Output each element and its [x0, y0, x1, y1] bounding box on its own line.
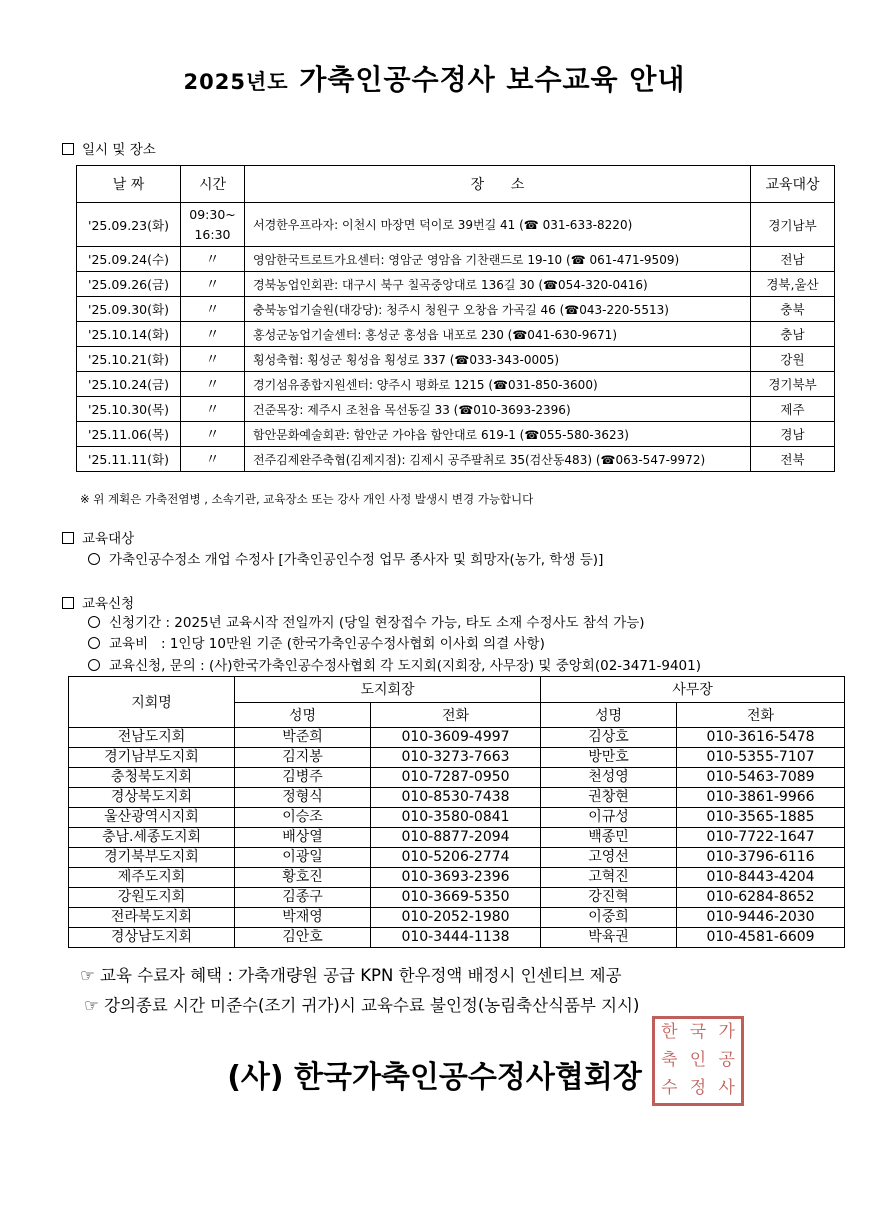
schedule-date: '25.11.06(목): [77, 422, 181, 447]
schedule-place: 건준목장: 제주시 조천읍 목선동길 33 (☎010-3693-2396): [245, 397, 751, 422]
schedule-time: [181, 203, 245, 247]
schedule-time: [181, 422, 245, 447]
schedule-target: 경기북부: [751, 372, 835, 397]
signer-name: (사) 한국가축인공수정사협회장: [227, 1060, 642, 1095]
contact-chair-name: 김안호: [235, 928, 371, 948]
schedule-row: [77, 272, 835, 297]
contact-chair-name: 정형식: [235, 788, 371, 808]
schedule-place: 영암한국트로트가요센터: 영암군 영암읍 기찬랜드로 19-10 (☎ 061-471-9509): [245, 247, 751, 272]
schedule-time-start: 〃: [205, 377, 220, 393]
schedule-row: [77, 247, 835, 272]
contact-chair-phone: 010-2052-1980: [371, 908, 541, 928]
square-bullet-icon: [62, 532, 74, 544]
contact-branch: 울산광역시지회: [69, 808, 235, 828]
schedule-header-time: 시간: [181, 166, 245, 203]
contact-secretary-name: 고영선: [541, 848, 677, 868]
contact-secretary-name: 고혁진: [541, 868, 677, 888]
section-target: [62, 527, 134, 547]
contact-branch: 경상북도지회: [69, 788, 235, 808]
schedule-place: 전주김제완주축협(김제지점): 김제시 공주팔취로 35(검산동483) (☎063-547-9972): [245, 447, 751, 472]
schedule-time-start: 〃: [205, 352, 220, 368]
contacts-header-branch: 지회명: [69, 677, 235, 728]
page-title: [0, 58, 869, 98]
circle-bullet-icon: [88, 659, 100, 671]
schedule-date: '25.10.14(화): [77, 322, 181, 347]
schedule-date: '25.10.21(화): [77, 347, 181, 372]
schedule-time-start: 〃: [205, 252, 220, 268]
contacts-header-name: 성명: [541, 702, 677, 728]
schedule-place: 홍성군농업기술센터: 홍성군 홍성읍 내포로 230 (☎041-630-9671): [245, 322, 751, 347]
contact-branch: 제주도지회: [69, 868, 235, 888]
schedule-time: [181, 322, 245, 347]
schedule-time: [181, 372, 245, 397]
contact-chair-name: 박준희: [235, 728, 371, 748]
schedule-target: 충북: [751, 297, 835, 322]
schedule-target: 경북,울산: [751, 272, 835, 297]
schedule-note: ※ 위 계획은 가축전염병 , 소속기관, 교육장소 또는 강사 개인 사정 발생시 변경 가능합니다: [80, 492, 534, 506]
schedule-date: '25.10.24(금): [77, 372, 181, 397]
contact-secretary-name: 김상호: [541, 728, 677, 748]
contact-branch: 충남.세종도지회: [69, 828, 235, 848]
contact-row: [69, 748, 845, 768]
contact-row: [69, 728, 845, 748]
schedule-place: 경기섬유종합지원센터: 양주시 평화로 1215 (☎031-850-3600): [245, 372, 751, 397]
schedule-time-start: 〃: [205, 277, 220, 293]
contact-chair-name: 박재영: [235, 908, 371, 928]
contact-secretary-phone: 010-3796-6116: [677, 848, 845, 868]
contact-secretary-phone: 010-6284-8652: [677, 888, 845, 908]
schedule-date: '25.09.24(수): [77, 247, 181, 272]
schedule-row: [77, 397, 835, 422]
contact-chair-phone: 010-7287-0950: [371, 768, 541, 788]
square-bullet-icon: [62, 143, 74, 155]
contacts-header-chair: 도지회장: [235, 677, 541, 703]
contact-secretary-phone: 010-5355-7107: [677, 748, 845, 768]
contact-row: [69, 888, 845, 908]
contact-secretary-name: 박육권: [541, 928, 677, 948]
application-item: [88, 654, 701, 674]
schedule-time: [181, 297, 245, 322]
section-application: [62, 592, 134, 612]
contacts-header-phone: 전화: [371, 702, 541, 728]
contact-branch: 경기남부도지회: [69, 748, 235, 768]
schedule-time: [181, 347, 245, 372]
schedule-time-start: 〃: [205, 302, 220, 318]
application-item-text: 신청기간 : 2025년 교육시작 전일까지 (당일 현장접수 가능, 타도 소재 수정사도 참석 가능): [109, 615, 645, 631]
contacts-header-phone: 전화: [677, 702, 845, 728]
contact-chair-phone: 010-8877-2094: [371, 828, 541, 848]
schedule-header-row: [77, 166, 835, 203]
contact-secretary-phone: 010-3616-5478: [677, 728, 845, 748]
seal-glyph: 수: [661, 1078, 678, 1098]
schedule-date: '25.09.23(화): [77, 203, 181, 247]
square-bullet-icon: [62, 597, 74, 609]
title-year: 2025년도: [183, 70, 289, 94]
schedule-target: 경남: [751, 422, 835, 447]
schedule-header-target: 교육대상: [751, 166, 835, 203]
application-item: [88, 611, 645, 631]
contacts-header-secretary: 사무장: [541, 677, 845, 703]
schedule-row: [77, 297, 835, 322]
contact-row: [69, 848, 845, 868]
application-item: [88, 632, 545, 652]
schedule-date: '25.09.30(화): [77, 297, 181, 322]
contact-secretary-name: 이규성: [541, 808, 677, 828]
schedule-time: [181, 397, 245, 422]
schedule-time-start: 09:30~: [189, 206, 236, 222]
contact-chair-name: 김종구: [235, 888, 371, 908]
schedule-table: [76, 165, 835, 472]
contact-secretary-name: 이중희: [541, 908, 677, 928]
schedule-time-start: 〃: [205, 452, 220, 468]
schedule-time-start: 〃: [205, 327, 220, 343]
contact-secretary-phone: 010-3565-1885: [677, 808, 845, 828]
schedule-target: 제주: [751, 397, 835, 422]
contact-secretary-phone: 010-3861-9966: [677, 788, 845, 808]
contact-chair-phone: 010-8530-7438: [371, 788, 541, 808]
schedule-row: [77, 422, 835, 447]
schedule-target: 강원: [751, 347, 835, 372]
contact-secretary-phone: 010-8443-4204: [677, 868, 845, 888]
schedule-place: 함안문화예술회관: 함안군 가야읍 함안대로 619-1 (☎055-580-3623): [245, 422, 751, 447]
schedule-date: '25.10.30(목): [77, 397, 181, 422]
schedule-header-place: 장 소: [245, 166, 751, 203]
contacts-header-name: 성명: [235, 702, 371, 728]
seal-glyph: 가: [718, 1022, 735, 1042]
schedule-place: 충북농업기술원(대강당): 청주시 청원구 오창읍 가곡길 46 (☎043-220-5513): [245, 297, 751, 322]
contact-chair-phone: 010-3609-4997: [371, 728, 541, 748]
contact-secretary-phone: 010-9446-2030: [677, 908, 845, 928]
schedule-time-end: 16:30: [194, 226, 231, 242]
schedule-row: [77, 322, 835, 347]
seal-glyph: 국: [689, 1022, 707, 1042]
contact-branch: 전라북도지회: [69, 908, 235, 928]
section-application-heading: 교육신청: [82, 596, 135, 612]
section-schedule-heading: 일시 및 장소: [82, 142, 156, 158]
contact-chair-phone: 010-3580-0841: [371, 808, 541, 828]
contact-secretary-phone: 010-4581-6609: [677, 928, 845, 948]
target-item-text: 가축인공수정소 개업 수정사 [가축인공인수정 업무 종사자 및 희망자(농가, 학생 등)]: [109, 552, 604, 568]
contact-chair-name: 이광일: [235, 848, 371, 868]
contact-chair-name: 배상열: [235, 828, 371, 848]
contact-chair-name: 이승조: [235, 808, 371, 828]
seal-glyph: 정: [689, 1078, 707, 1098]
schedule-date: '25.11.11(화): [77, 447, 181, 472]
schedule-row: [77, 372, 835, 397]
contact-chair-phone: 010-3669-5350: [371, 888, 541, 908]
schedule-time: [181, 447, 245, 472]
seal-glyph: 인: [689, 1050, 707, 1070]
benefit-line: ☞ 교육 수료자 혜택 : 가축개량원 공급 KPN 한우정액 배정시 인센티브 제공: [80, 966, 622, 985]
official-seal-icon: [652, 1016, 744, 1106]
schedule-place: 경북농업인회관: 대구시 북구 칠곡중앙대로 136길 30 (☎054-320-0416): [245, 272, 751, 297]
circle-bullet-icon: [88, 637, 100, 649]
contact-row: [69, 828, 845, 848]
schedule-time: [181, 272, 245, 297]
target-item: [88, 548, 603, 568]
schedule-time-start: 〃: [205, 402, 220, 418]
seal-glyph: 사: [718, 1078, 735, 1098]
contact-secretary-name: 강진혁: [541, 888, 677, 908]
schedule-target: 경기남부: [751, 203, 835, 247]
contact-branch: 경상남도지회: [69, 928, 235, 948]
contact-chair-phone: 010-3273-7663: [371, 748, 541, 768]
contact-branch: 충청북도지회: [69, 768, 235, 788]
section-schedule: [62, 138, 156, 158]
contact-chair-name: 황호진: [235, 868, 371, 888]
schedule-row: [77, 203, 835, 247]
contact-row: [69, 908, 845, 928]
contact-row: [69, 808, 845, 828]
contact-chair-name: 김지봉: [235, 748, 371, 768]
schedule-header-date: 날 짜: [77, 166, 181, 203]
schedule-target: 충남: [751, 322, 835, 347]
section-target-heading: 교육대상: [82, 531, 135, 547]
contacts-header-row: [69, 677, 845, 703]
seal-glyph: 한: [661, 1022, 678, 1042]
benefit-line: ☞ 강의종료 시간 미준수(조기 귀가)시 교육수료 불인정(농림축산식품부 지시): [84, 996, 640, 1015]
circle-bullet-icon: [88, 553, 100, 565]
title-main: 가축인공수정사 보수교육 안내: [299, 63, 686, 96]
schedule-row: [77, 347, 835, 372]
contact-secretary-name: 권창현: [541, 788, 677, 808]
application-item-text: 교육비 : 1인당 10만원 기준 (한국가축인공수정사협회 이사회 의결 사항): [109, 636, 545, 652]
circle-bullet-icon: [88, 616, 100, 628]
schedule-place: 횡성축협: 횡성군 횡성읍 횡성로 337 (☎033-343-0005): [245, 347, 751, 372]
contact-branch: 강원도지회: [69, 888, 235, 908]
schedule-row: [77, 447, 835, 472]
contact-row: [69, 928, 845, 948]
contact-chair-name: 김병주: [235, 768, 371, 788]
contact-secretary-name: 방만호: [541, 748, 677, 768]
contact-chair-phone: 010-5206-2774: [371, 848, 541, 868]
contact-secretary-phone: 010-7722-1647: [677, 828, 845, 848]
schedule-target: 전북: [751, 447, 835, 472]
schedule-date: '25.09.26(금): [77, 272, 181, 297]
contact-secretary-name: 백종민: [541, 828, 677, 848]
schedule-time: [181, 247, 245, 272]
contact-row: [69, 868, 845, 888]
contact-branch: 전남도지회: [69, 728, 235, 748]
schedule-place: 서경한우프라자: 이천시 마장면 덕이로 39번길 41 (☎ 031-633-8220): [245, 203, 751, 247]
schedule-target: 전남: [751, 247, 835, 272]
contacts-table: [68, 676, 845, 948]
contact-secretary-phone: 010-5463-7089: [677, 768, 845, 788]
seal-glyph: 축: [661, 1050, 678, 1070]
contact-secretary-name: 천성영: [541, 768, 677, 788]
application-item-text: 교육신청, 문의 : (사)한국가축인공수정사협회 각 도지회(지회장, 사무장) 및 중앙회(02-3471-9401): [109, 658, 702, 674]
contact-row: [69, 788, 845, 808]
contact-row: [69, 768, 845, 788]
schedule-time-start: 〃: [205, 427, 220, 443]
contact-chair-phone: 010-3444-1138: [371, 928, 541, 948]
seal-glyph: 공: [718, 1050, 735, 1070]
contact-branch: 경기북부도지회: [69, 848, 235, 868]
contact-chair-phone: 010-3693-2396: [371, 868, 541, 888]
